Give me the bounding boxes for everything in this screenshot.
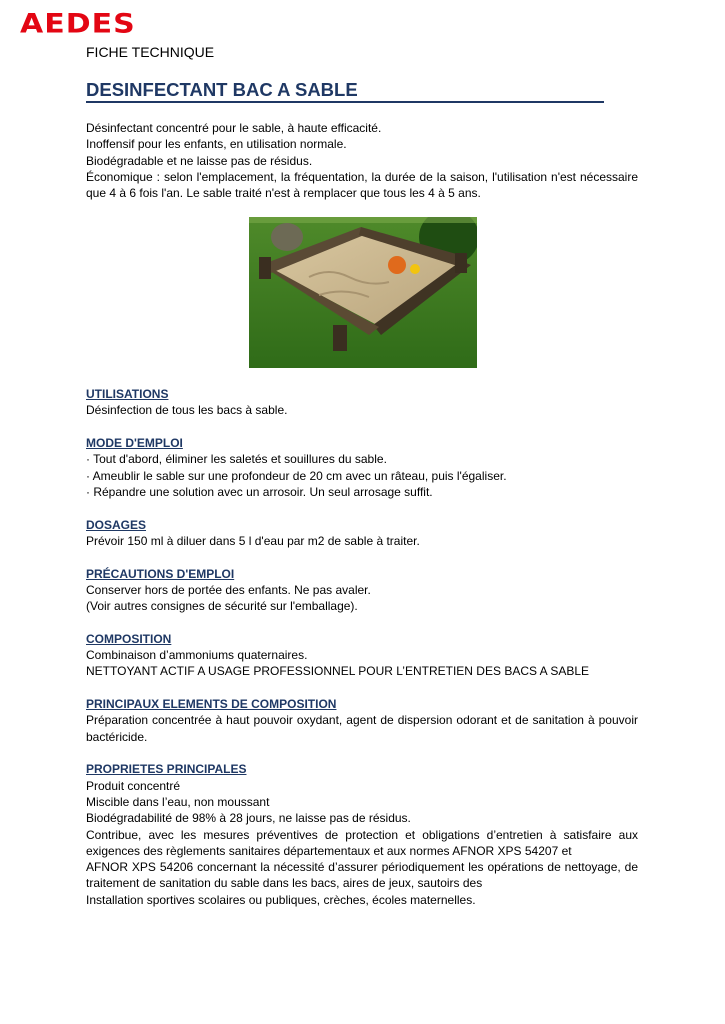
content-sections	[86, 386, 638, 924]
section-utilisations	[86, 386, 638, 419]
section-line: AFNOR XPS 54206 concernant la nécessité d’assurer périodiquement les opérations de nettoyage, de traitement de sanitation du sable dans les bacs, aires de jeux, sautoirs des	[86, 860, 638, 891]
page-title: DESINFECTANT BAC A SABLE	[86, 79, 604, 103]
section-line: Désinfection de tous les bacs à sable.	[86, 403, 288, 418]
sandbox-photo-illustration	[249, 217, 477, 368]
section-line: · Tout d'abord, éliminer les saletés et souillures du sable.	[86, 452, 387, 467]
section-line: · Répandre une solution avec un arrosoir. Un seul arrosage suffit.	[86, 484, 433, 499]
section-line: Conserver hors de portée des enfants. Ne pas avaler.	[86, 582, 371, 597]
brand-logo: AEDES	[20, 8, 136, 40]
section-heading: PRÉCAUTIONS D'EMPLOI	[86, 566, 235, 581]
section-line: Biodégradabilité de 98% à 28 jours, ne laisse pas de résidus.	[86, 811, 411, 826]
section-heading: UTILISATIONS	[86, 387, 169, 401]
sandbox-photo	[249, 217, 477, 368]
section-line: Miscible dans l’eau, non moussant	[86, 794, 270, 809]
section-composition	[86, 631, 638, 680]
section-heading: PRINCIPAUX ELEMENTS DE COMPOSITION	[86, 697, 337, 712]
intro-line: Économique : selon l'emplacement, la fréquentation, la durée de la saison, l'utilisation n'est nécessaire que 4 à 6 fois l'an. Le sable traité n'est à remplacer que tous les 4 à 5 ans.	[86, 169, 638, 201]
intro-line: Biodégradable et ne laisse pas de résidus.	[86, 153, 313, 168]
section-line: Produit concentré	[86, 778, 181, 793]
intro-line: Inoffensif pour les enfants, en utilisation normale.	[86, 137, 347, 152]
intro-line: Désinfectant concentré pour le sable, à haute efficacité.	[86, 121, 382, 135]
section-heading: PROPRIETES PRINCIPALES	[86, 762, 247, 777]
section-line: Contribue, avec les mesures préventives de protection et obligations d’entretien à satisfaire aux exigences des règlements sanitaires départementaux et aux normes AFNOR XPS 54207 et	[86, 827, 638, 858]
section-mode-emploi	[86, 435, 638, 500]
section-line: (Voir autres consignes de sécurité sur l'emballage).	[86, 599, 358, 614]
section-precautions	[86, 566, 638, 615]
section-line: Installation sportives scolaires ou publiques, crèches, écoles maternelles.	[86, 892, 476, 907]
section-heading: DOSAGES	[86, 517, 147, 532]
section-heading: MODE D'EMPLOI	[86, 435, 183, 450]
intro-block	[86, 120, 638, 201]
section-dosages	[86, 517, 638, 550]
section-line: · Ameublir le sable sur une profondeur de 20 cm avec un râteau, puis l'égaliser.	[86, 468, 507, 483]
section-line: Prévoir 150 ml à diluer dans 5 l d'eau par m2 de sable à traiter.	[86, 533, 420, 548]
document-type-label: FICHE TECHNIQUE	[86, 44, 215, 60]
section-proprietes	[86, 761, 638, 908]
section-line: Préparation concentrée à haut pouvoir oxydant, agent de dispersion odorant et de sanitation à pouvoir bactéricide.	[86, 713, 638, 744]
section-elements-composition	[86, 696, 638, 745]
section-line: NETTOYANT ACTIF A USAGE PROFESSIONNEL POUR L’ENTRETIEN DES BACS A SABLE	[86, 664, 590, 679]
section-line: Combinaison d’ammoniums quaternaires.	[86, 648, 308, 663]
section-heading: COMPOSITION	[86, 631, 172, 646]
